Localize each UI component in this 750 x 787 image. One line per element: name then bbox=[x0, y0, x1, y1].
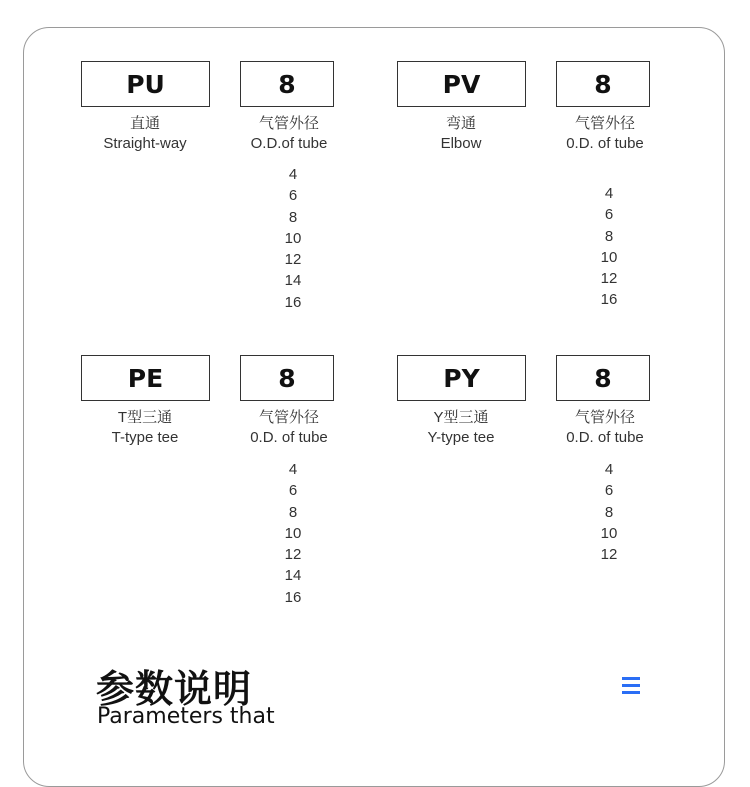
size-option: 10 bbox=[284, 524, 302, 542]
size-option: 10 bbox=[284, 229, 302, 247]
size-option: 6 bbox=[288, 482, 298, 500]
tube-size-box: 8 bbox=[556, 61, 650, 107]
size-option: 10 bbox=[600, 524, 618, 542]
size-option: 12 bbox=[600, 546, 618, 564]
od-label-en: 0.D. of tube bbox=[250, 429, 328, 446]
size-option: 14 bbox=[284, 272, 302, 290]
model-code-box: PV bbox=[397, 61, 526, 107]
type-label-en: Elbow bbox=[440, 135, 482, 152]
size-list bbox=[579, 459, 639, 565]
size-option: 6 bbox=[604, 482, 614, 500]
type-label-cn: Y型三通 bbox=[433, 409, 489, 426]
size-option: 8 bbox=[604, 503, 614, 521]
size-list bbox=[579, 183, 639, 311]
tube-size-box: 8 bbox=[556, 355, 650, 401]
size-list bbox=[263, 164, 323, 313]
type-label-cn: 弯通 bbox=[445, 115, 476, 132]
model-code-box: PE bbox=[81, 355, 210, 401]
size-list bbox=[263, 459, 323, 608]
od-label-cn: 气管外径 bbox=[574, 409, 635, 426]
type-label-cn: T型三通 bbox=[117, 409, 173, 426]
section-subtitle: Parameters that bbox=[97, 704, 275, 729]
od-label-en: O.D.of tube bbox=[250, 135, 328, 152]
od-label-en: 0.D. of tube bbox=[566, 429, 644, 446]
model-code-box: PU bbox=[81, 61, 210, 107]
size-option: 6 bbox=[288, 187, 298, 205]
menu-icon[interactable] bbox=[622, 677, 640, 695]
size-option: 4 bbox=[288, 461, 298, 478]
tube-size-box: 8 bbox=[240, 355, 334, 401]
size-option: 16 bbox=[284, 293, 302, 311]
type-label-en: Y-type tee bbox=[427, 429, 495, 446]
od-label-en: 0.D. of tube bbox=[566, 135, 644, 152]
size-option: 16 bbox=[284, 588, 302, 606]
size-option: 14 bbox=[284, 567, 302, 585]
od-label-cn: 气管外径 bbox=[574, 115, 635, 132]
size-option: 4 bbox=[288, 166, 298, 183]
tube-size-box: 8 bbox=[240, 61, 334, 107]
size-option: 12 bbox=[284, 251, 302, 269]
size-option: 16 bbox=[600, 291, 618, 309]
size-option: 4 bbox=[604, 185, 614, 202]
type-label-cn: 直通 bbox=[129, 115, 160, 132]
type-label-en: Straight-way bbox=[103, 135, 187, 152]
model-code-box: PY bbox=[397, 355, 526, 401]
size-option: 12 bbox=[600, 270, 618, 288]
size-option: 8 bbox=[288, 208, 298, 226]
size-option: 4 bbox=[604, 461, 614, 478]
size-option: 8 bbox=[288, 503, 298, 521]
size-option: 8 bbox=[604, 227, 614, 245]
type-label-en: T-type tee bbox=[111, 429, 179, 446]
od-label-cn: 气管外径 bbox=[258, 115, 319, 132]
size-option: 10 bbox=[600, 248, 618, 266]
od-label-cn: 气管外径 bbox=[258, 409, 319, 426]
section-title: 参数说明 bbox=[96, 667, 253, 711]
size-option: 6 bbox=[604, 206, 614, 224]
size-option: 12 bbox=[284, 546, 302, 564]
